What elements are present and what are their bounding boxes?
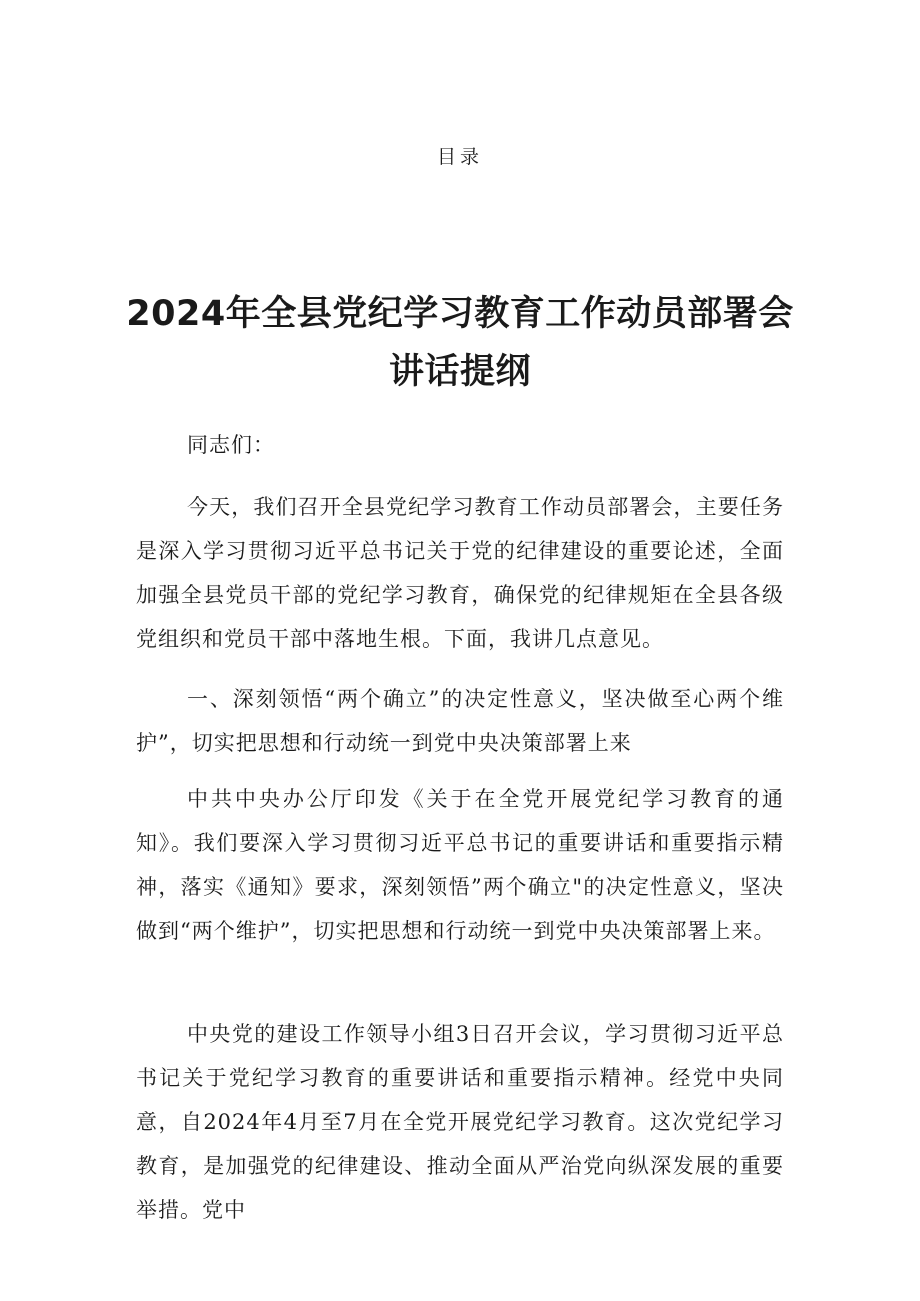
section-heading-one: 一、深刻领悟“两个确立”的决定性意义，坚决做至心两个维护”，切实把思想和行动统一到党中央决策部署上来	[136, 687, 784, 755]
salutation: 同志们：	[187, 433, 275, 457]
paragraph-intro: 今天，我们召开全县党纪学习教育工作动员部署会，主要任务是深入学习贯彻习近平总书记关于党的纪律建设的重要论述，全面加强全县党员干部的党纪学习教育，确保党的纪律规矩在全县各级党组织和党员干部中落地生根。下面，我讲几点意见。	[136, 495, 784, 651]
document-title: 2024年全县党纪学习教育工作动员部署会讲话提纲	[126, 294, 794, 392]
paragraph-notice: 中共中央办公厅印发《关于在全党开展党纪学习教育的通知》。我们要深入学习贯彻习近平总书记的重要讲话和重要指示精神，落实《通知》要求，深刻领悟”两个确立"的决定性意义，坚决做到“两个维护”，切实把思想和行动统一到党中央决策部署上来。	[136, 787, 784, 943]
toc-heading: 目录	[436, 146, 483, 168]
paragraph-meeting: 中央党的建设工作领导小组3日召开会议，学习贯彻习近平总书记关于党纪学习教育的重要讲话和重要指示精神。经党中央同意，自2024年4月至7月在全党开展党纪学习教育。这次党纪学习教育，是加强党的纪律建设、推动全面从严治党向纵深发展的重要举措。党中	[136, 1022, 784, 1222]
